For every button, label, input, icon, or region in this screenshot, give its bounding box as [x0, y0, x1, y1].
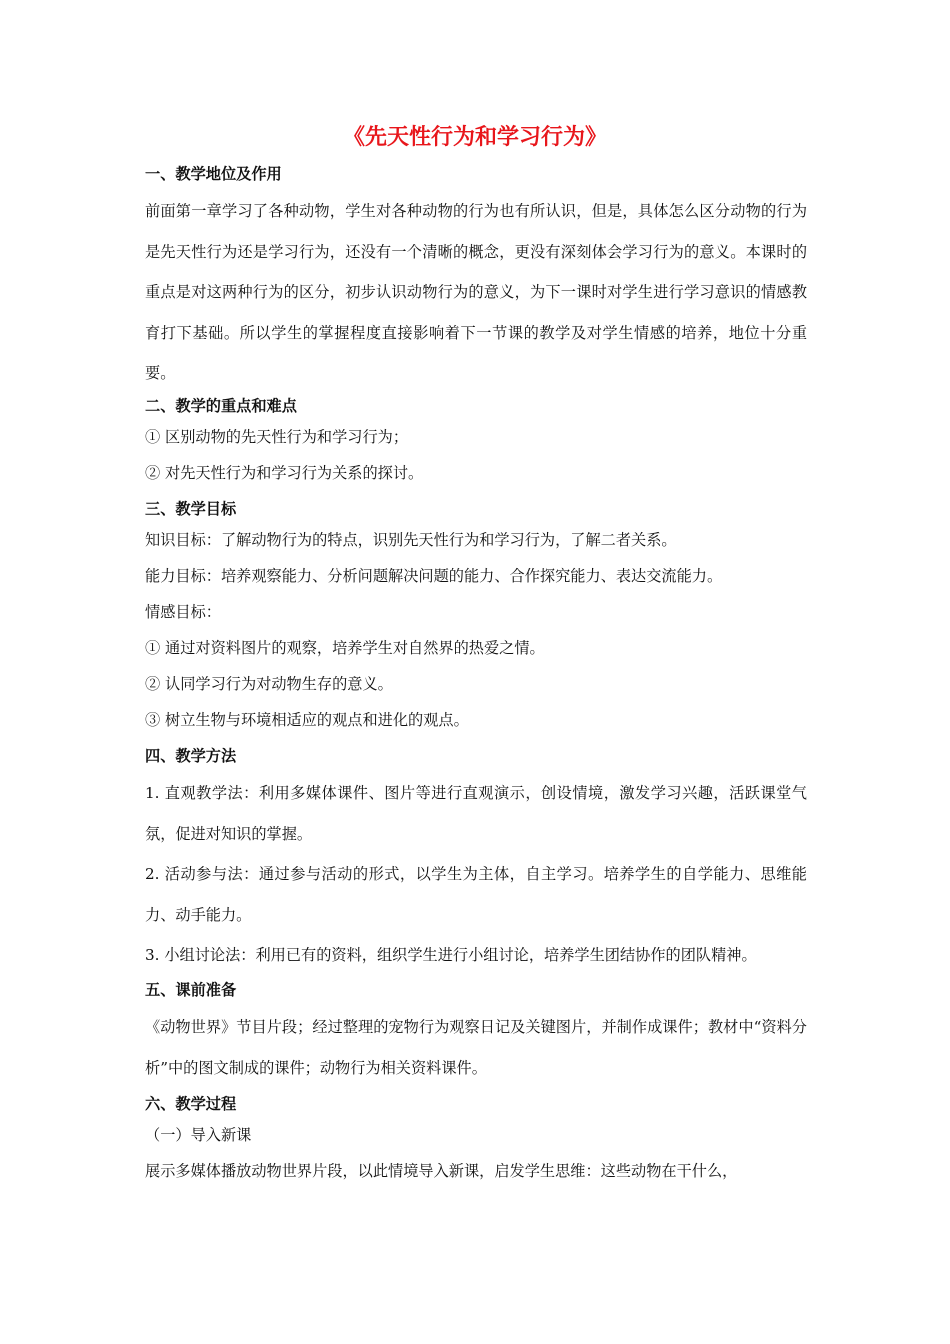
method-item: 2. 活动参与法：通过参与活动的形式，以学生为主体，自主学习。培养学生的自学能力、思维能力、动手能力。 — [145, 865, 807, 924]
document-body — [145, 158, 807, 1192]
objective-item: 能力目标：培养观察能力、分析问题解决问题的能力、合作探究能力、表达交流能力。 — [145, 566, 723, 585]
section-heading-process: 六、教学过程 — [145, 1095, 237, 1114]
section-heading-preparation: 五、课前准备 — [145, 980, 237, 999]
objective-item: ② 认同学习行为对动物生存的意义。 — [145, 674, 393, 693]
objective-item: ① 通过对资料图片的观察，培养学生对自然界的热爱之情。 — [145, 638, 545, 657]
objective-item: ③ 树立生物与环境相适应的观点和进化的观点。 — [145, 710, 469, 729]
process-paragraph: 展示多媒体播放动物世界片段，以此情境导入新课，启发学生思维：这些动物在干什么， — [145, 1162, 738, 1181]
section-heading-objectives: 三、教学目标 — [145, 499, 237, 518]
objective-item: 情感目标： — [145, 602, 221, 621]
section-heading-key-points: 二、教学的重点和难点 — [145, 396, 297, 415]
method-item: 1. 直观教学法：利用多媒体课件、图片等进行直观演示，创设情境，激发学习兴趣，活跃课堂气氛，促进对知识的掌握。 — [145, 783, 807, 843]
process-subheading: （一）导入新课 — [145, 1126, 252, 1145]
section-heading-role: 一、教学地位及作用 — [145, 165, 282, 183]
objective-item: 知识目标：了解动物行为的特点，识别先天性行为和学习行为，了解二者关系。 — [145, 530, 677, 549]
preparation-paragraph: 《动物世界》节目片段；经过整理的宠物行为观察日记及关键图片，并制作成课件；教材中“资料分析”中的图文制成的课件；动物行为相关资料课件。 — [145, 1017, 807, 1077]
section-paragraph-role: 前面第一章学习了各种动物，学生对各种动物的行为也有所认识，但是，具体怎么区分动物的行为是先天性行为还是学习行为，还没有一个清晰的概念，更没有深刻体会学习行为的意义。本课时的重点是对这两种行为的区分，初步认识动物行为的意义，为下一课时对学生进行学习意识的情感教育打下基础。所以学生的掌握程度直接影响着下一节课的教学及对学生情感的培养，地位十分重要。 — [145, 202, 807, 383]
section-heading-methods: 四、教学方法 — [145, 746, 237, 765]
key-point-item: ② 对先天性行为和学习行为关系的探讨。 — [145, 463, 424, 482]
key-point-item: ① 区别动物的先天性行为和学习行为； — [145, 427, 409, 446]
method-item: 3. 小组讨论法：利用已有的资料，组织学生进行小组讨论，培养学生团结协作的团队精神。 — [145, 946, 757, 965]
document-title: 《先天性行为和学习行为》 — [342, 125, 607, 150]
